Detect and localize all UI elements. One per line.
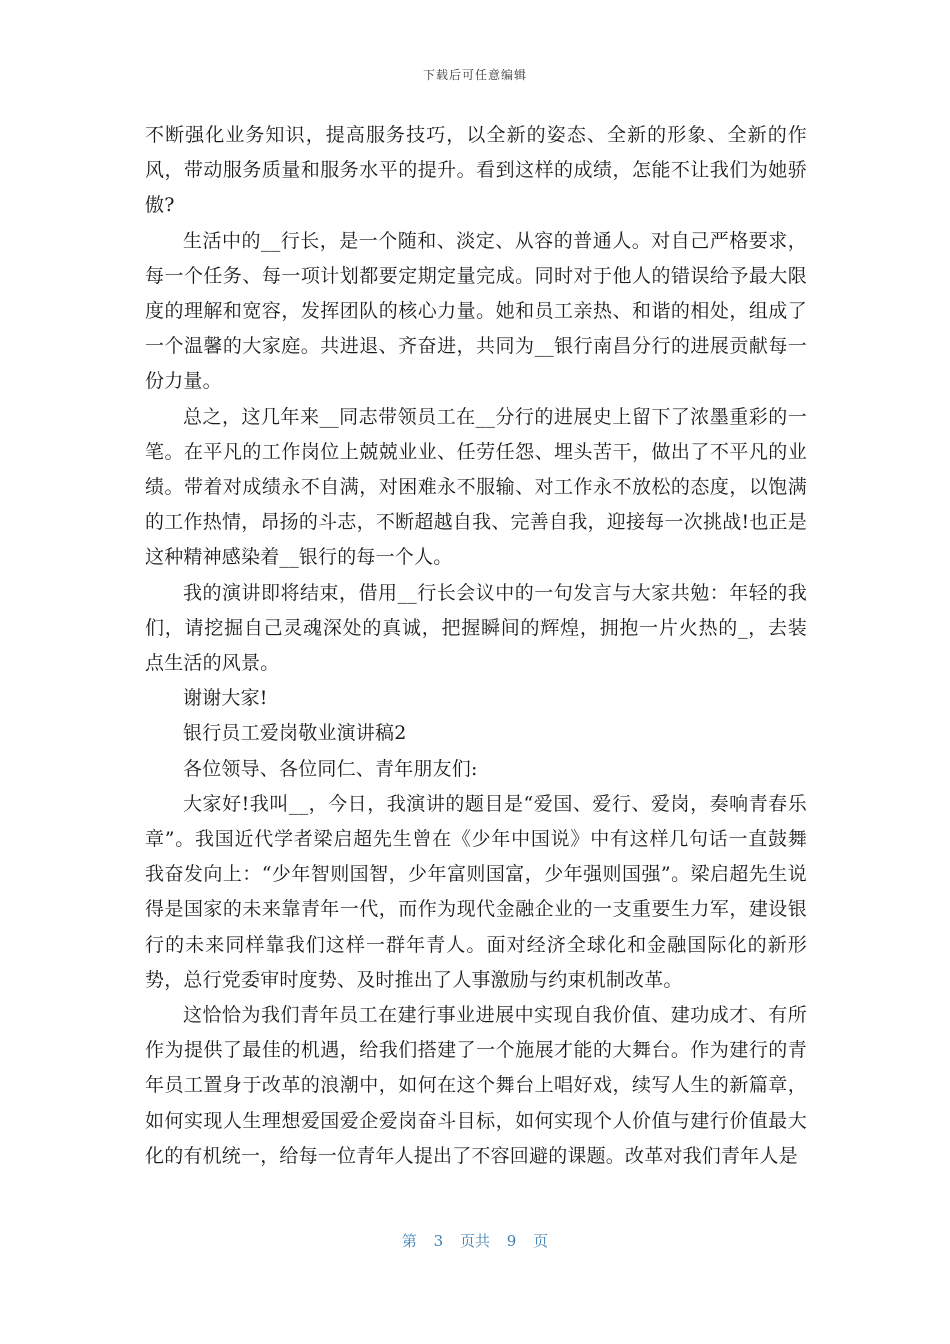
paragraph: 这恰恰为我们青年员工在建行事业进展中实现自我价值、建功成才、有所作为提供了最佳的机遇，给我们搭建了一个施展才能的大舞台。作为建行的青年员工置身于改革的浪潮中，如何在这个舞台上唱好戏，续写人生的新篇章，如何实现人生理想爱国爱企爱岗奋斗目标，如何实现个人价值与建行价值最大化的有机统一，给每一位青年人提出了不容回避的课题。改革对我们青年人是 — [145, 1004, 807, 1167]
document-body — [145, 118, 807, 1174]
paragraph: 大家好!我叫__，今日，我演讲的题目是“爱国、爱行、爱岗，奏响青春乐章”。我国近代学者梁启超先生曾在《少年中国说》中有这样几句话一直鼓舞我奋发向上：“少年智则国智，少年富则国富，少年强则国强”。梁启超先生说得是国家的未来靠青年一代，而作为现代金融企业的一支重要生力军，建设银行的未来同样靠我们这样一群年青人。面对经济全球化和金融国际化的新形势，总行党委审时度势、及时推出了人事激励与约束机制改革。 — [145, 792, 807, 991]
page-header: 下载后可任意编辑 — [422, 68, 527, 82]
paragraph: 我的演讲即将结束，借用__行长会议中的一句发言与大家共勉：年轻的我们，请挖掘自己灵魂深处的真诚，把握瞬间的辉煌，拥抱一片火热的_，去装点生活的风景。 — [145, 581, 807, 675]
paragraph: 不断强化业务知识，提高服务技巧，以全新的姿态、全新的形象、全新的作风，带动服务质量和服务水平的提升。看到这样的成绩，怎能不让我们为她骄傲? — [145, 124, 807, 217]
page-number-footer: 第 3 页共 9 页 — [401, 1232, 549, 1250]
paragraph: 总之，这几年来__同志带领员工在__分行的进展史上留下了浓墨重彩的一笔。在平凡的工作岗位上兢兢业业、任劳任怨、埋头苦干，做出了不平凡的业绩。带着对成绩永不自满，对困难永不服输、对工作永不放松的态度，以饱满的工作热情，昂扬的斗志，不断超越自我、完善自我，迎接每一次挑战!也正是这种精神感染着__银行的每一个人。 — [145, 405, 807, 569]
section-title: 银行员工爱岗敬业演讲稿2 — [183, 722, 407, 745]
salutation: 各位领导、各位同仁、青年朋友们: — [183, 757, 478, 780]
paragraph: 谢谢大家! — [183, 687, 268, 710]
paragraph: 生活中的__行长，是一个随和、淡定、从容的普通人。对自己严格要求，每一个任务、每一项计划都要定期定量完成。同时对于他人的错误给予最大限度的理解和宽容，发挥团队的核心力量。她和员工亲热、和谐的相处，组成了一个温馨的大家庭。共进退、齐奋进，共同为__银行南昌分行的进展贡献每一份力量。 — [145, 229, 807, 393]
